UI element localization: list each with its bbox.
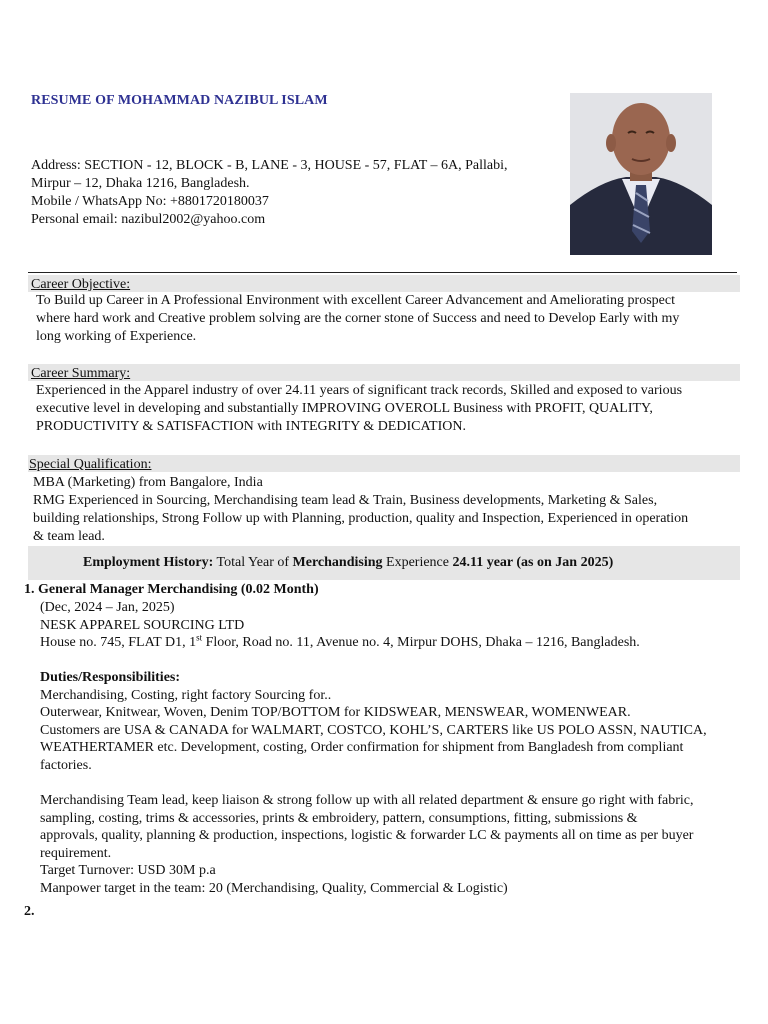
manpower-target: Manpower target in the team: 20 (Merchandising, Quality, Commercial & Logistic) [40,880,508,896]
duty-line: Outerwear, Knitwear, Woven, Denim TOP/BOTTOM for KIDSWEAR, MENSWEAR, WOMENWEAR. [40,705,631,721]
header-divider [28,272,737,273]
team-line: Merchandising Team lead, keep liaison & strong follow up with all related department & ensure go right with fabric, [40,793,694,808]
career-objective-text [36,292,741,346]
job-1-duties [40,669,745,775]
address-line-1: Address: SECTION - 12, BLOCK - B, LANE - 3, HOUSE - 57, FLAT – 6A, Pallabi, [31,158,508,173]
job-1-period: (Dec, 2024 – Jan, 2025) [40,600,175,615]
career-objective-line: where hard work and Creative problem solving are the corner stone of Success and need to Develop Early with my [36,311,680,326]
team-line: approvals, quality, planning & production, inspections, logistic & forwarder LC & payments all on time as per buyer [40,828,694,844]
duty-line: Customers are USA & CANADA for WALMART, COSTCO, KOHL’S, CARTERS like US POLO ASSN, NAUTICA, [40,722,707,738]
duty-line: factories. [40,757,92,773]
job-1-title: General Manager Merchandising (0.02 Month) [38,582,319,597]
duty-line: Merchandising, Costing, right factory Sourcing for.. [40,687,332,703]
team-line: requirement. [40,845,112,861]
contact-block [31,157,508,229]
job-2-number: 2. [24,904,35,919]
team-line: sampling, costing, trims & accessories, prints & embroidery, pattern, consumptions, fitting, submissions & [40,810,638,826]
career-summary-text [36,382,741,436]
career-objective-heading: Career Objective: [31,277,131,292]
qualification-line: RMG Experienced in Sourcing, Merchandising team lead & Train, Business developments, Marketing & Sales, [33,493,658,508]
career-objective-line: To Build up Career in A Professional Environment with excellent Career Advancement and Ameliorating prospect [36,293,675,308]
employment-total-years: 24.11 year (as on Jan 2025) [452,555,614,570]
job-1-company-address [40,634,740,652]
employment-history-band [28,546,740,580]
duties-heading: Duties/Responsibilities: [40,670,181,685]
career-summary-heading: Career Summary: [31,366,131,381]
career-objective-line: long working of Experience. [36,329,197,344]
career-summary-heading-band [28,364,740,381]
career-summary-line: executive level in developing and substantially IMPROVING OVEROLL Business with PROFIT, QUALITY, [36,401,653,416]
job-1-heading [24,581,319,599]
duty-line: WEATHERTAMER etc. Development, costing, Order confirmation for shipment from Bangladesh from compliant [40,740,684,756]
employment-text-1: Total Year of [213,555,293,570]
special-qualification-heading-band [28,455,740,472]
job-1-address-part: Floor, Road no. 11, Avenue no. 4, Mirpur DOHS, Dhaka – 1216, Bangladesh. [202,635,640,651]
career-summary-line: PRODUCTIVITY & SATISFACTION with INTEGRITY & DEDICATION. [36,419,466,434]
personal-email: Personal email: nazibul2002@yahoo.com [31,212,266,227]
qualification-line: MBA (Marketing) from Bangalore, India [33,475,263,490]
employment-history-label: Employment History: [83,555,214,570]
job-1-details [40,599,740,652]
job-1-company: NESK APPAREL SOURCING LTD [40,617,245,633]
job-1-team-lead [40,792,750,898]
qualification-line: & team lead. [33,529,105,544]
special-qualification-heading: Special Qualification: [29,457,152,472]
mobile-number: Mobile / WhatsApp No: +8801720180037 [31,194,269,209]
target-turnover: Target Turnover: USD 30M p.a [40,863,216,879]
address-line-2: Mirpur – 12, Dhaka 1216, Bangladesh. [31,176,250,191]
employment-text-2: Experience [382,555,453,570]
qualification-line: building relationships, Strong Follow up with Planning, production, quality and Inspection, Experienced in operation [33,511,689,526]
job-1-address-superscript: st [196,632,203,643]
career-summary-line: Experienced in the Apparel industry of over 24.11 years of significant track records, Skilled and exposed to various [36,383,683,398]
job-1-address-part: House no. 745, FLAT D1, 1 [40,635,197,651]
employment-bold-1: Merchandising [292,555,383,570]
resume-title: RESUME OF MOHAMMAD NAZIBUL ISLAM [31,93,328,108]
job-1-number: 1. [24,582,35,597]
career-objective-heading-band [28,275,740,292]
employment-history-summary [28,546,740,580]
special-qualification-text [33,474,738,546]
profile-photo [570,93,712,255]
